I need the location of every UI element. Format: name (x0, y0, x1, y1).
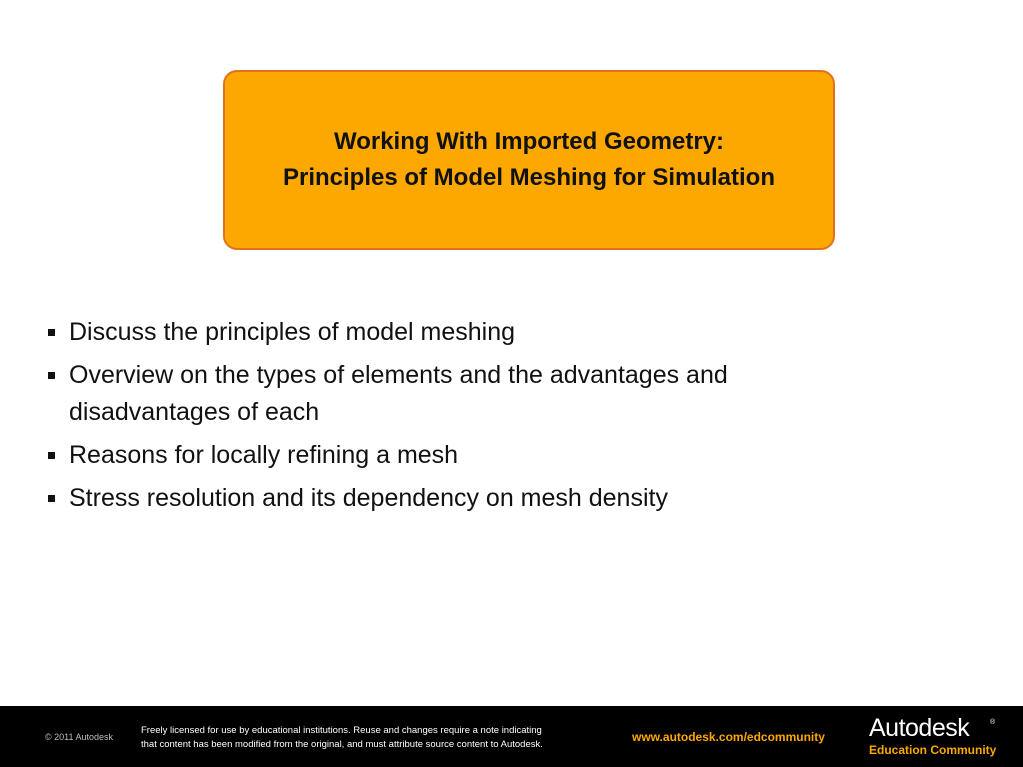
bullet-text: Reasons for locally refining a mesh (69, 441, 459, 469)
square-bullet-icon (48, 495, 55, 502)
bullet-item (46, 314, 866, 351)
square-bullet-icon (48, 452, 55, 459)
registered-mark: ® (990, 719, 996, 726)
bullet-list (46, 314, 866, 523)
bullet-text: Stress resolution and its dependency on mesh density (69, 484, 668, 512)
bullet-item (46, 357, 866, 431)
square-bullet-icon (48, 329, 55, 336)
license-notice (141, 724, 543, 752)
slide-title-line-1: Working With Imported Geometry: (333, 128, 725, 155)
square-bullet-icon (48, 372, 55, 379)
autodesk-education-logo (866, 714, 1001, 760)
slide-title-line-2: Principles of Model Meshing for Simulation (282, 164, 776, 191)
bullet-text: Discuss the principles of model meshing (69, 318, 516, 346)
license-line-1: Freely licensed for use by educational institutions. Reuse and changes require a note indicating (141, 725, 542, 736)
footer-bar (0, 706, 1023, 767)
logo-wordmark: Autodesk (869, 714, 970, 742)
logo-subtitle: Education Community (869, 743, 997, 757)
edcommunity-link[interactable]: www.autodesk.com/edcommunity (632, 730, 825, 744)
bullet-text: Overview on the types of elements and the advantages and disadvantages of each (69, 361, 728, 426)
bullet-item (46, 437, 866, 474)
bullet-item (46, 480, 866, 517)
license-line-2: that content has been modified from the original, and must attribute source content to Autodesk. (141, 739, 543, 750)
title-box (223, 70, 835, 250)
copyright-text: © 2011 Autodesk (45, 732, 114, 742)
